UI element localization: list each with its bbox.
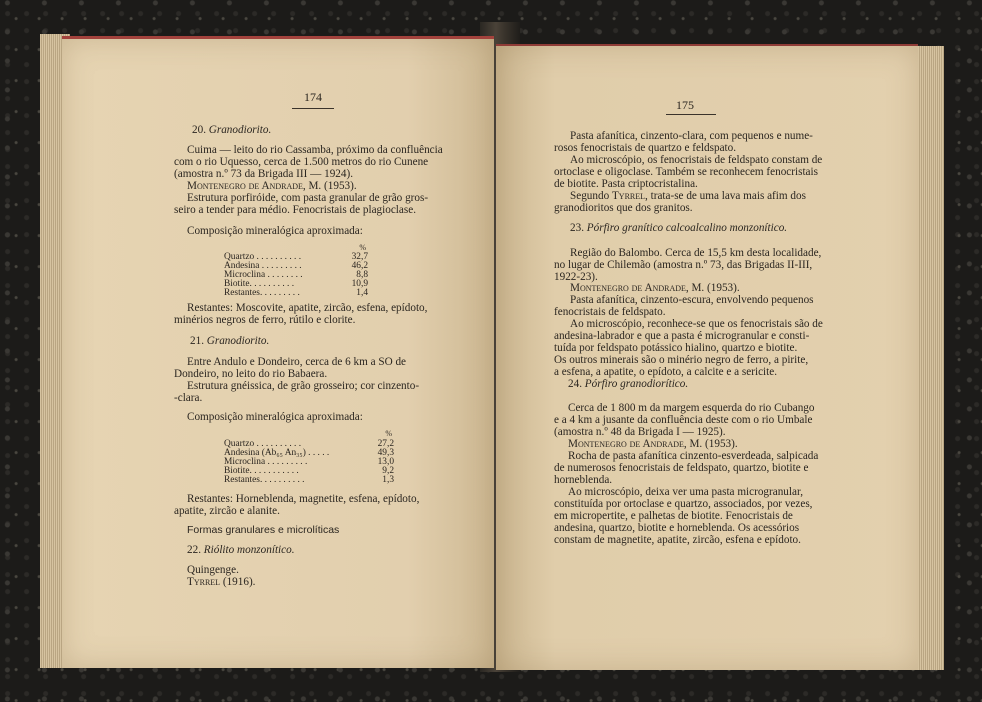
table-row: Microclina . . . . . . . . 8,8: [224, 270, 368, 280]
text-line: Entre Andulo e Dondeiro, cerca de 6 km a SO de: [187, 356, 407, 368]
table-caption: Composição mineralógica aproximada:: [187, 411, 363, 423]
table-row: Quartzo . . . . . . . . . . 32,7: [224, 252, 368, 262]
text-line: Segundo Tyrrel, trata-se de uma lava mais afim dos: [570, 190, 806, 202]
table-row: Microclina . . . . . . . . . 13,0: [224, 457, 394, 467]
table-row: Quartzo . . . . . . . . . . 27,2: [224, 439, 394, 449]
text-line: rosos fenocristais de quartzo e feldspato.: [554, 142, 737, 154]
text-line: -clara.: [174, 392, 203, 404]
section-heading: 20. Granodiorito.: [192, 124, 272, 136]
page-number-rule: [666, 114, 716, 115]
text-line: Quingenge.: [187, 564, 239, 576]
text-line: (amostra n.º 73 da Brigada III — 1924).: [174, 168, 353, 180]
text-line: Estrutura gnéissica, de grão grosseiro; cor cinzento-: [187, 380, 420, 392]
section-heading: 24. Pórfiro granodiorítico.: [568, 378, 689, 390]
table-row: Biotite. . . . . . . . . . 10,9: [224, 279, 368, 289]
text-line: tuída por feldspato potássico hialino, quartzo e biotite.: [554, 342, 798, 354]
page-number: 175: [676, 98, 694, 112]
table-row: Restantes. . . . . . . . . 1,4: [224, 288, 368, 298]
left-page: [62, 38, 494, 668]
reference: Montenegro de Andrade, M. (1953).: [568, 438, 738, 450]
page-number-rule: [292, 108, 334, 109]
section-heading: 21. Granodiorito.: [190, 335, 270, 347]
mineral-table: [224, 243, 368, 298]
text-line: (amostra n.º 48 da Brigada I — 1925).: [554, 426, 726, 438]
text-line: 1922-23).: [554, 271, 598, 283]
reference: Montenegro de Andrade, M. (1953).: [570, 282, 740, 294]
text-line: Ao microscópio, reconhece-se que os fenocristais são de: [570, 318, 823, 330]
text-line: Restantes: Moscovite, apatite, zircão, esfena, epídoto,: [187, 302, 428, 314]
text-line: de biotite. Pasta criptocristalina.: [554, 178, 698, 190]
page-number: 174: [304, 90, 322, 104]
percent-symbol: %: [385, 429, 392, 438]
text-line: granodioritos que dos granitos.: [554, 202, 693, 214]
section-heading: 22. Riólito monzonítico.: [187, 544, 295, 556]
text-line: minérios negros de ferro, rútilo e clorite.: [174, 314, 356, 326]
section-heading: 23. Pórfiro granítico calcoalcalino monzonítico.: [570, 222, 788, 234]
text-line: Cerca de 1 800 m da margem esquerda do rio Cubango: [568, 402, 815, 414]
text-line: constam de magnetite, apatite, zircão, esfena e epídoto.: [554, 534, 801, 546]
table-caption: Composição mineralógica aproximada:: [187, 225, 363, 237]
text-line: Cuima — leito do rio Cassamba, próximo da confluência: [187, 144, 443, 156]
text-line: ortoclase e oligoclase. Também se reconhecem fenocristais: [554, 166, 818, 178]
text-line: em micropertite, e palhetas de biotite. Fenocristais de: [554, 510, 793, 522]
text-line: seiro a tender para médio. Fenocristais de plagioclase.: [174, 204, 416, 216]
subheading: Formas granulares e microlíticas: [187, 524, 340, 536]
text-line: de numerosos fenocristais de feldspato, quartzo, biotite e: [554, 462, 809, 474]
text-line: Pasta afanítica, cinzento-clara, com pequenos e nume-: [570, 130, 813, 142]
page-top-edge: [496, 44, 918, 46]
reference: Tyrrel (1916).: [187, 576, 256, 588]
table-row: Biotite. . . . . . . . . . . 9,2: [224, 466, 394, 476]
text-line: horneblenda.: [554, 474, 613, 486]
text-line: no lugar de Chilemão (amostra n.º 73, das Brigadas II-III,: [554, 259, 813, 271]
reference: Montenegro de Andrade, M. (1953).: [187, 180, 357, 192]
table-row: Andesina (Ab₆₅ An₃₅) . . . . . 49,3: [224, 448, 394, 458]
page-top-edge: [62, 36, 494, 39]
text-line: com o rio Uquesso, cerca de 1.500 metros do rio Cunene: [174, 156, 429, 168]
text-line: andesina-labrador e que a pasta é microgranular e consti-: [554, 330, 810, 342]
text-line: a esfena, a apatite, o epídoto, a calcite e a sericite.: [554, 366, 778, 378]
text-line: Pasta afanítica, cinzento-escura, envolvendo pequenos: [570, 294, 814, 306]
text-line: Ao microscópio, deixa ver uma pasta microgranular,: [568, 486, 804, 498]
mineral-table: [224, 429, 394, 485]
text-line: Os outros minerais são o minério negro de ferro, a pirite,: [554, 354, 809, 366]
percent-symbol: %: [359, 243, 366, 252]
text-line: andesina, quartzo, biotite e horneblenda. Os acessórios: [554, 522, 800, 534]
text-line: fenocristais de feldspato.: [554, 306, 666, 318]
text-line: Ao microscópio, os fenocristais de feldspato constam de: [570, 154, 823, 166]
text-line: constituída por ortoclase e quartzo, associados, por vezes,: [554, 498, 813, 510]
table-row: Andesina . . . . . . . . . 46,2: [224, 261, 368, 271]
text-line: apatite, zircão e alanite.: [174, 505, 280, 517]
right-page: [496, 46, 918, 670]
text-line: Rocha de pasta afanítica cinzento-esverdeada, salpicada: [568, 450, 819, 462]
table-row: Restantes. . . . . . . . . . 1,3: [224, 475, 394, 485]
text-line: Dondeiro, no leito do rio Babaera.: [174, 368, 328, 380]
text-line: Região do Balombo. Cerca de 15,5 km desta localidade,: [570, 247, 822, 259]
text-line: Restantes: Horneblenda, magnetite, esfena, epídoto,: [187, 493, 420, 505]
text-line: Estrutura porfiróide, com pasta granular de grão gros-: [187, 192, 429, 204]
text-line: e a 4 km a jusante da confluência deste com o rio Umbale: [554, 414, 813, 426]
